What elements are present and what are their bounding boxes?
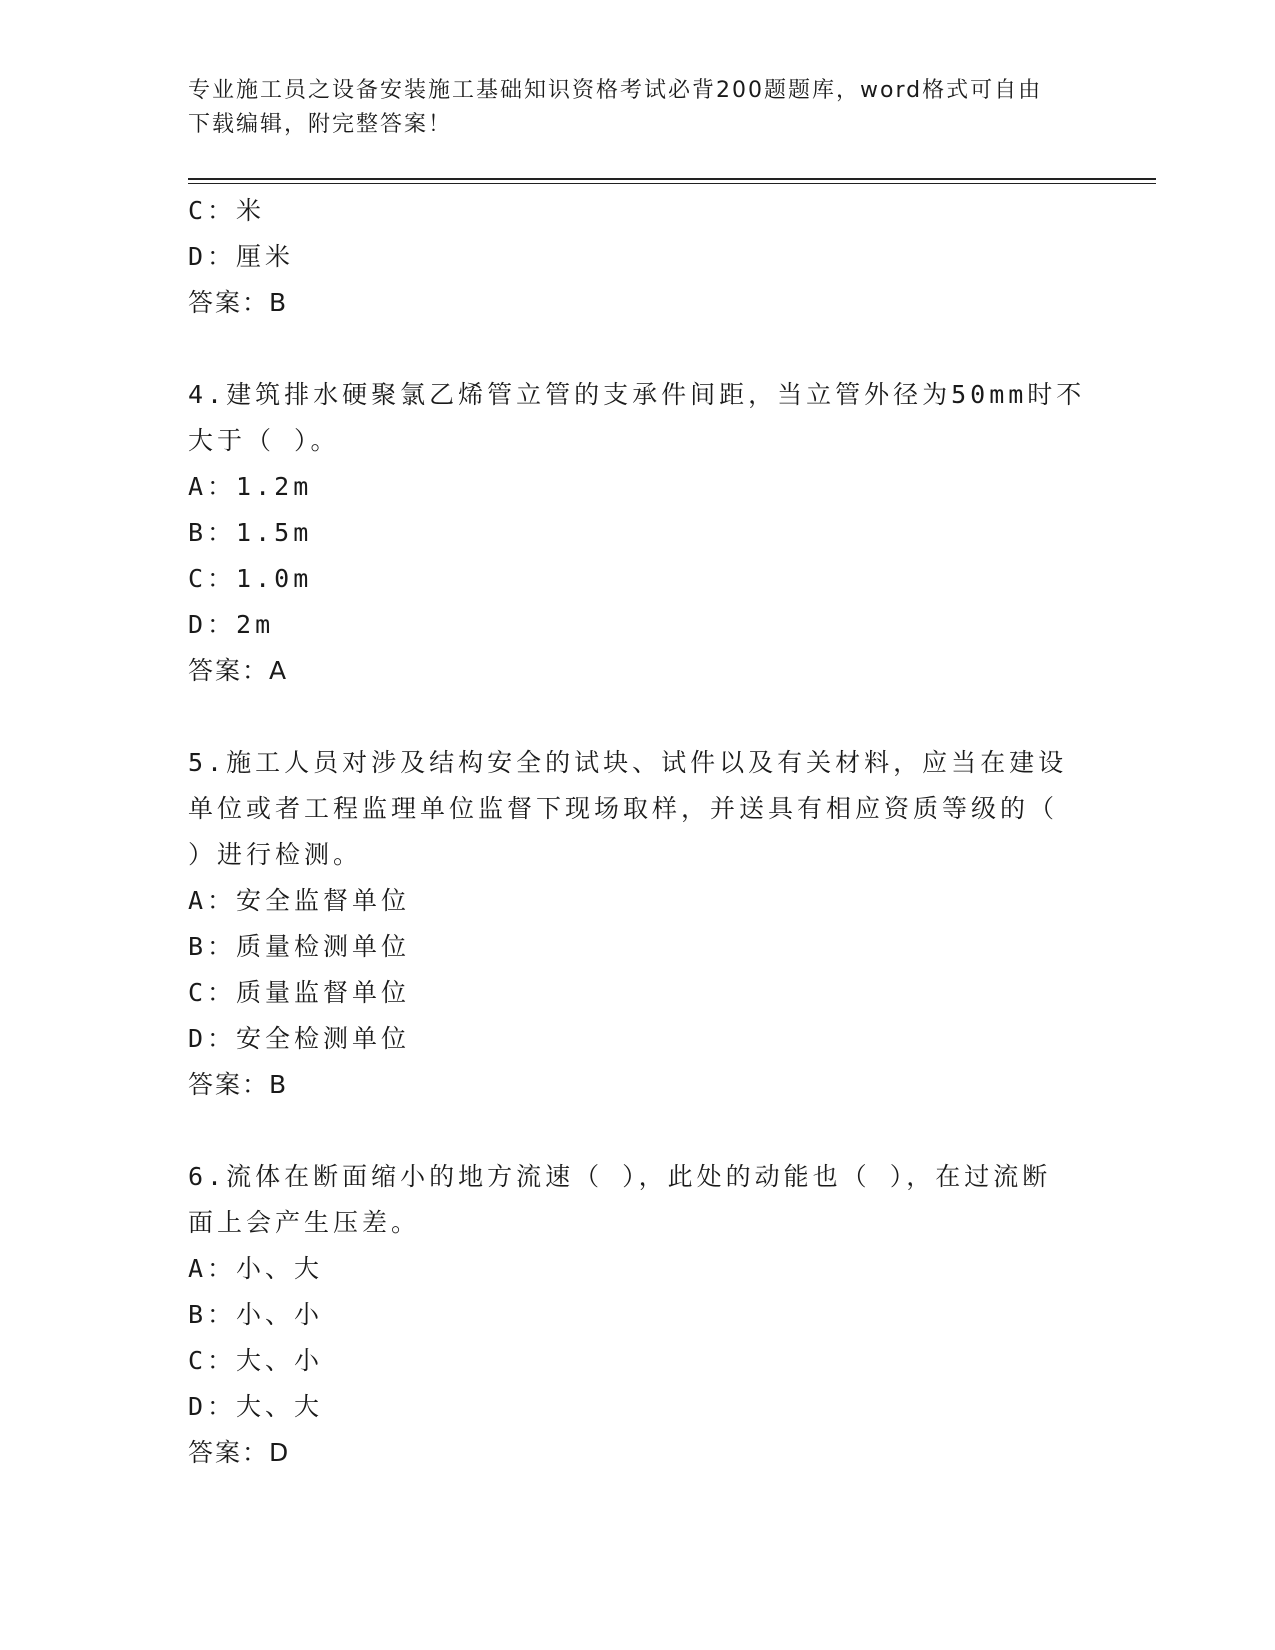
option-b: B：小、小 xyxy=(188,1300,324,1329)
header-line-1: 专业施工员之设备安装施工基础知识资格考试必背200题题库，word格式可自由 xyxy=(188,78,1043,103)
question-text-line: 6.流体在断面缩小的地方流速（ ），此处的动能也（ ），在过流断 xyxy=(188,1162,1052,1191)
header-line-2: 下载编辑，附完整答案！ xyxy=(188,112,453,137)
question-text-line: 5.施工人员对涉及结构安全的试块、试件以及有关材料，应当在建设 xyxy=(188,748,1068,777)
question-4 xyxy=(188,372,1088,694)
option-b: B：质量检测单位 xyxy=(188,932,411,961)
answer-line: 答案：D xyxy=(188,1438,291,1467)
spacer xyxy=(188,326,1088,372)
question-3-tail xyxy=(188,188,1088,326)
question-5 xyxy=(188,740,1088,1108)
option-c: C：1.0m xyxy=(188,564,313,593)
question-text-line: ）进行检测。 xyxy=(188,840,363,869)
answer-line: 答案：A xyxy=(188,656,289,685)
question-text-line: 4.建筑排水硬聚氯乙烯管立管的支承件间距，当立管外径为50mm时不 xyxy=(188,380,1086,409)
option-a: A：小、大 xyxy=(188,1254,324,1283)
option-d: D：安全检测单位 xyxy=(188,1024,411,1053)
spacer xyxy=(188,1108,1088,1154)
question-text-line: 面上会产生压差。 xyxy=(188,1208,421,1237)
option-a: A：1.2m xyxy=(188,472,313,501)
option-d: D：厘米 xyxy=(188,242,295,271)
option-d: D：2m xyxy=(188,610,275,639)
option-a: A：安全监督单位 xyxy=(188,886,411,915)
option-c: C：大、小 xyxy=(188,1346,324,1375)
header-divider-thick xyxy=(188,178,1156,180)
answer-line: 答案：B xyxy=(188,288,289,317)
document-header xyxy=(188,74,1068,142)
question-6 xyxy=(188,1154,1088,1476)
question-text-line: 单位或者工程监理单位监督下现场取样，并送具有相应资质等级的（ xyxy=(188,794,1059,823)
option-d: D：大、大 xyxy=(188,1392,324,1421)
answer-line: 答案：B xyxy=(188,1070,289,1099)
question-text-line: 大于（ ）。 xyxy=(188,426,340,455)
header-divider-thin xyxy=(188,183,1156,184)
option-c: C：米 xyxy=(188,196,266,225)
document-body xyxy=(188,188,1088,1476)
option-b: B：1.5m xyxy=(188,518,313,547)
option-c: C：质量监督单位 xyxy=(188,978,411,1007)
spacer xyxy=(188,694,1088,740)
